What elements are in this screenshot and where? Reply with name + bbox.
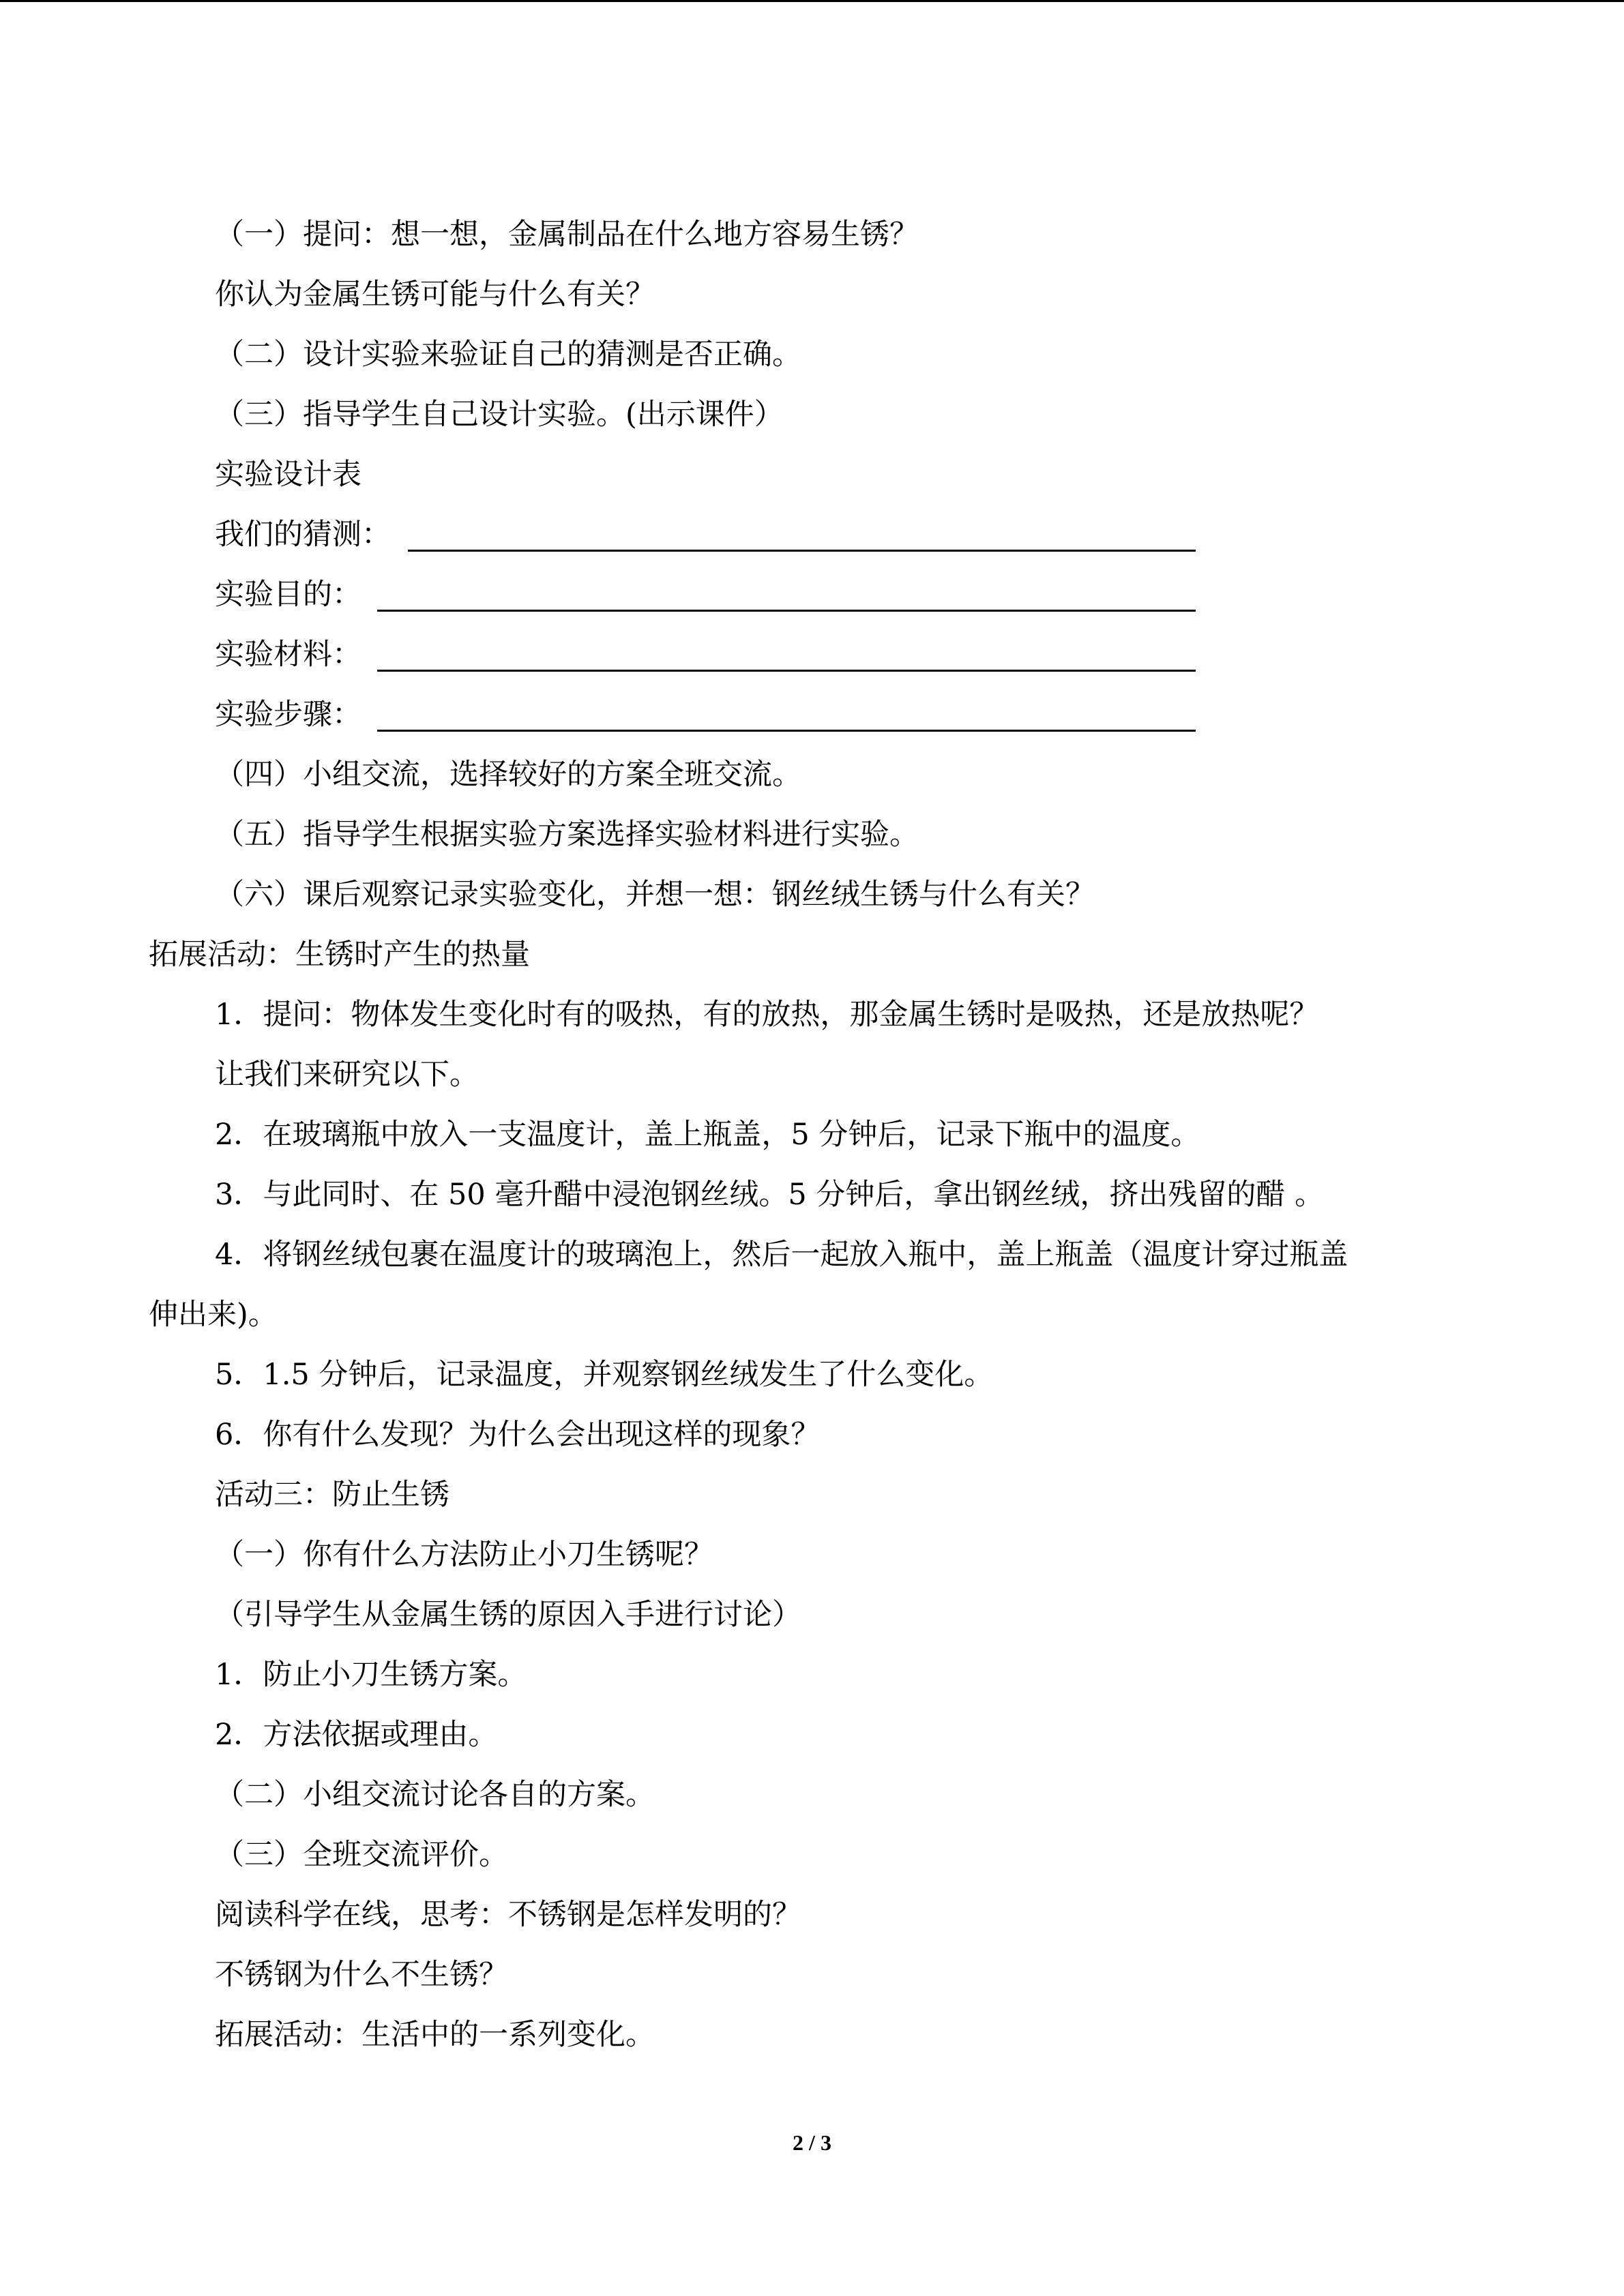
text-line-20: 5．1.5 分钟后，记录温度，并观察钢丝绒发生了什么变化。 xyxy=(215,1358,994,1392)
steps-blank xyxy=(377,730,1196,732)
section-heading-heat: 拓展活动：生锈时产生的热量 xyxy=(149,938,530,972)
text-line-11: （五）指导学生根据实验方案选择实验材料进行实验。 xyxy=(215,818,919,852)
materials-blank xyxy=(377,670,1196,672)
text-line-27: （二）小组交流讨论各自的方案。 xyxy=(215,1778,655,1812)
text-line-15: 让我们来研究以下。 xyxy=(215,1058,479,1092)
text-line-2: 你认为金属生锈可能与什么有关？ xyxy=(215,278,655,312)
text-line-14: 1．提问：物体发生变化时有的吸热，有的放热，那金属生锈时是吸热，还是放热呢？ xyxy=(215,998,1319,1032)
text-line-24: （引导学生从金属生锈的原因入手进行讨论） xyxy=(215,1598,801,1632)
guess-label: 我们的猜测： xyxy=(215,518,391,552)
text-line-25: 1．防止小刀生锈方案。 xyxy=(215,1658,527,1692)
text-line-3: （二）设计实验来验证自己的猜测是否正确。 xyxy=(215,338,801,372)
text-line-5: 实验设计表 xyxy=(215,458,361,492)
text-line-31: 拓展活动：生活中的一系列变化。 xyxy=(215,2018,655,2052)
text-line-4: （三）指导学生自己设计实验。(出示课件） xyxy=(215,398,784,432)
text-line-10: （四）小组交流，选择较好的方案全班交流。 xyxy=(215,758,801,792)
text-line-29: 阅读科学在线，思考：不锈钢是怎样发明的？ xyxy=(215,1898,801,1932)
text-line-19: 伸出来)。 xyxy=(149,1298,278,1332)
text-line-16: 2．在玻璃瓶中放入一支温度计，盖上瓶盖，5 分钟后，记录下瓶中的温度。 xyxy=(215,1118,1200,1152)
text-line-18: 4．将钢丝绒包裹在温度计的玻璃泡上，然后一起放入瓶中，盖上瓶盖（温度计穿过瓶盖 xyxy=(215,1238,1348,1272)
purpose-label: 实验目的： xyxy=(215,578,361,612)
section-heading-activity-3: 活动三：防止生锈 xyxy=(215,1478,449,1512)
text-line-30: 不锈钢为什么不生锈？ xyxy=(215,1958,508,1992)
materials-label: 实验材料： xyxy=(215,638,361,672)
page-number: 2 / 3 xyxy=(793,2130,831,2155)
text-line-1: （一）提问：想一想，金属制品在什么地方容易生锈？ xyxy=(215,218,919,252)
steps-label: 实验步骤： xyxy=(215,698,361,732)
text-line-21: 6．你有什么发现？为什么会出现这样的现象？ xyxy=(215,1418,821,1452)
text-line-17: 3．与此同时、在 50 毫升醋中浸泡钢丝绒。5 分钟后，拿出钢丝绒，挤出残留的醋 。 xyxy=(215,1178,1325,1212)
text-line-28: （三）全班交流评价。 xyxy=(215,1838,508,1872)
guess-blank xyxy=(408,550,1196,552)
text-line-26: 2．方法依据或理由。 xyxy=(215,1718,498,1752)
text-line-23: （一）你有什么方法防止小刀生锈呢？ xyxy=(215,1538,713,1572)
text-line-12: （六）课后观察记录实验变化，并想一想：钢丝绒生锈与什么有关？ xyxy=(215,878,1095,912)
purpose-blank xyxy=(377,610,1196,612)
